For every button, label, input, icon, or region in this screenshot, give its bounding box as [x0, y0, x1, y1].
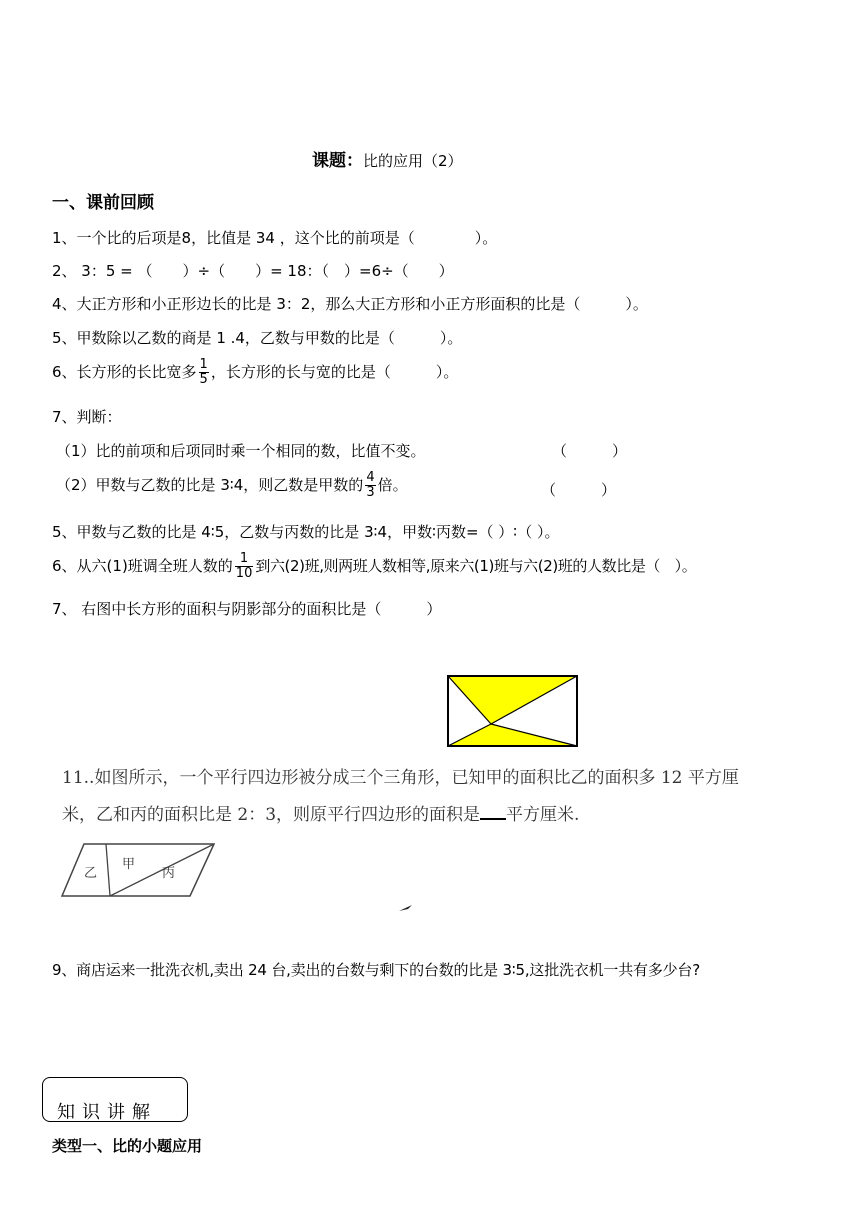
question-5a: 5、甲数除以乙数的商是 1 .4，乙数与甲数的比是（ ）。	[52, 329, 463, 347]
answer-blank	[480, 804, 506, 820]
parallelogram-figure	[58, 840, 222, 902]
label-yi: 乙	[84, 866, 98, 881]
j2-after: 倍。	[377, 476, 408, 494]
question-11-line2	[62, 804, 579, 826]
frac-num: 1	[239, 551, 249, 566]
q6a-before: 6、长方形的长比宽多	[52, 363, 197, 381]
question-6b	[52, 552, 696, 581]
fraction-four-thirds	[365, 471, 375, 500]
rectangle-shaded-figure	[446, 674, 581, 749]
q11-line2b: 平方厘米.	[506, 805, 580, 825]
shaded-top-triangle	[448, 676, 577, 724]
frac-num: 4	[366, 470, 375, 485]
j2-before: （2）甲数与乙数的比是 3∶4，则乙数是甲数的	[56, 476, 364, 494]
page-title	[312, 146, 463, 171]
type-1-heading: 类型一、比的小题应用	[52, 1137, 203, 1155]
label-bing: 丙	[162, 866, 176, 881]
question-9: 9、商店运来一批洗衣机,卖出 24 台,卖出的台数与剩下的台数的比是 3∶5,这批洗衣机一共有多少台?	[52, 961, 700, 979]
question-11-line1: 11..如图所示，一个平行四边形被分成三个三角形，已知甲的面积比乙的面积多 12 平方厘	[62, 768, 739, 788]
judge-2	[56, 471, 408, 500]
question-4: 4、大正方形和小正形边长的比是 3：2，那么大正方形和小正方形面积的比是（ ）。	[52, 295, 648, 313]
question-1: 1、一个比的后项是8，比值是 34 ，这个比的前项是（ ）。	[52, 229, 498, 247]
knowledge-box	[42, 1077, 188, 1122]
question-5b: 5、甲数与乙数的比是 4∶5，乙数与丙数的比是 3∶4，甲数∶丙数=（ ）∶（ ）。	[52, 523, 560, 541]
knowledge-label: 知识讲解	[57, 1102, 157, 1123]
q6b-after: 到六(2)班,则两班人数相等,原来六(1)班与六(2)班的人数比是（ ）。	[255, 557, 697, 575]
q6b-before: 6、从六(1)班调全班人数的	[52, 557, 233, 575]
q6a-after: ，长方形的长与宽的比是（ ）。	[210, 363, 459, 381]
title-label: 课题：	[312, 151, 363, 171]
label-jia: 甲	[122, 857, 136, 872]
frac-den: 5	[199, 372, 208, 387]
shaded-bottom-triangle	[448, 724, 577, 746]
question-7b: 7、 右图中长方形的面积与阴影部分的面积比是（ ）	[52, 600, 442, 618]
question-2: 2、 3：5 = （ ）÷（ ）= 18：（ ）=6÷（ ）	[52, 262, 454, 280]
q11-line2a: 米，乙和丙的面积比是 2：3，则原平行四边形的面积是	[62, 805, 481, 825]
frac-num: 1	[199, 357, 208, 372]
judge-1: （1）比的前项和后项同时乘一个相同的数，比值不变。	[56, 442, 426, 460]
section-review: 一、课前回顾	[52, 193, 154, 213]
question-6a	[52, 358, 458, 387]
title-text: 比的应用（2）	[363, 152, 463, 170]
question-7a: 7、判断：	[52, 408, 122, 426]
judge-1-paren: （ ）	[552, 442, 628, 460]
judge-2-paren: （ ）	[541, 481, 617, 499]
frac-den: 3	[366, 485, 375, 500]
fraction-one-tenth	[235, 552, 254, 581]
frac-den: 10	[235, 566, 253, 581]
fraction-one-fifth	[199, 358, 209, 387]
stray-mark	[398, 903, 416, 913]
